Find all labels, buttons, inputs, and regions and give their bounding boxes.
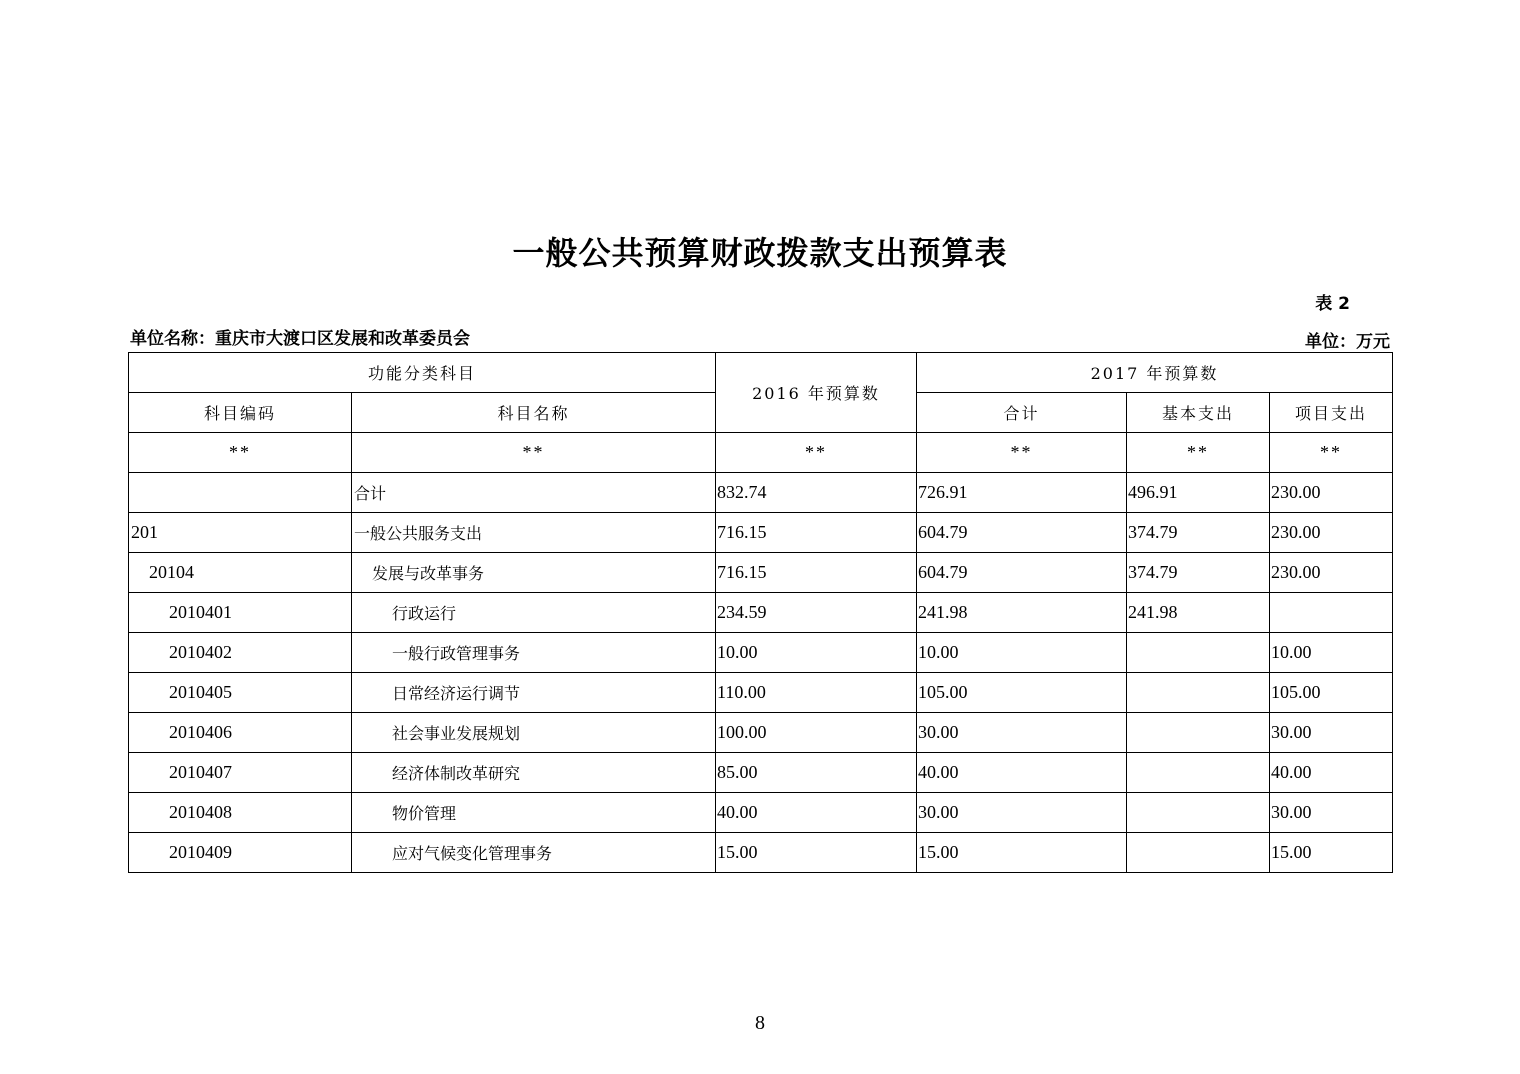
row-budget-2016: 716.15 xyxy=(716,553,917,593)
row-budget-2016: 110.00 xyxy=(716,673,917,713)
row-project-2017: 30.00 xyxy=(1270,793,1393,833)
row-budget-2016: 234.59 xyxy=(716,593,917,633)
currency-unit: 单位：万元 xyxy=(1305,332,1390,352)
row-code: 2010402 xyxy=(129,633,352,673)
row-code: 2010407 xyxy=(129,753,352,793)
row-name: 物价管理 xyxy=(352,793,716,833)
table-row xyxy=(129,673,1393,713)
row-project-2017 xyxy=(1270,593,1393,633)
row-name: 发展与改革事务 xyxy=(352,553,716,593)
marker-row xyxy=(129,433,1393,473)
row-project-2017: 15.00 xyxy=(1270,833,1393,873)
marker-cell: ** xyxy=(1270,433,1393,473)
header-budget-2016: 2016 年预算数 xyxy=(716,353,917,433)
row-basic-2017: 374.79 xyxy=(1127,553,1270,593)
row-basic-2017 xyxy=(1127,713,1270,753)
table-row xyxy=(129,473,1393,513)
row-total-2017: 604.79 xyxy=(917,553,1127,593)
row-name: 社会事业发展规划 xyxy=(352,713,716,753)
row-name: 一般行政管理事务 xyxy=(352,633,716,673)
row-total-2017: 30.00 xyxy=(917,793,1127,833)
row-total-2017: 241.98 xyxy=(917,593,1127,633)
row-project-2017: 10.00 xyxy=(1270,633,1393,673)
marker-cell: ** xyxy=(352,433,716,473)
budget-table xyxy=(128,352,1393,873)
row-budget-2016: 10.00 xyxy=(716,633,917,673)
row-total-2017: 604.79 xyxy=(917,513,1127,553)
row-code: 2010409 xyxy=(129,833,352,873)
row-budget-2016: 40.00 xyxy=(716,793,917,833)
row-name: 行政运行 xyxy=(352,593,716,633)
row-basic-2017: 496.91 xyxy=(1127,473,1270,513)
row-code: 2010401 xyxy=(129,593,352,633)
document-title: 一般公共预算财政拨款支出预算表 xyxy=(512,234,1008,272)
table-row xyxy=(129,793,1393,833)
row-total-2017: 40.00 xyxy=(917,753,1127,793)
row-name: 应对气候变化管理事务 xyxy=(352,833,716,873)
table-row xyxy=(129,553,1393,593)
header-total: 合计 xyxy=(917,393,1127,433)
row-basic-2017 xyxy=(1127,753,1270,793)
table-row xyxy=(129,513,1393,553)
unit-name: 单位名称：重庆市大渡口区发展和改革委员会 xyxy=(130,329,470,349)
table-row xyxy=(129,593,1393,633)
row-name: 日常经济运行调节 xyxy=(352,673,716,713)
row-basic-2017 xyxy=(1127,633,1270,673)
header-name: 科目名称 xyxy=(352,393,716,433)
table-row xyxy=(129,753,1393,793)
row-project-2017: 105.00 xyxy=(1270,673,1393,713)
header-budget-2017: 2017 年预算数 xyxy=(917,353,1393,393)
row-name: 合计 xyxy=(352,473,716,513)
table-row xyxy=(129,633,1393,673)
row-code: 2010406 xyxy=(129,713,352,753)
row-basic-2017: 241.98 xyxy=(1127,593,1270,633)
row-project-2017: 230.00 xyxy=(1270,553,1393,593)
table-number: 表 2 xyxy=(1315,294,1350,314)
row-code: 20104 xyxy=(129,553,352,593)
row-code: 2010405 xyxy=(129,673,352,713)
row-project-2017: 40.00 xyxy=(1270,753,1393,793)
row-code xyxy=(129,473,352,513)
row-total-2017: 30.00 xyxy=(917,713,1127,753)
row-budget-2016: 100.00 xyxy=(716,713,917,753)
table-row xyxy=(129,713,1393,753)
row-code: 201 xyxy=(129,513,352,553)
row-total-2017: 15.00 xyxy=(917,833,1127,873)
row-budget-2016: 15.00 xyxy=(716,833,917,873)
marker-cell: ** xyxy=(917,433,1127,473)
row-project-2017: 30.00 xyxy=(1270,713,1393,753)
row-budget-2016: 85.00 xyxy=(716,753,917,793)
marker-cell: ** xyxy=(1127,433,1270,473)
header-row-1 xyxy=(129,353,1393,393)
row-basic-2017 xyxy=(1127,673,1270,713)
page-number: 8 xyxy=(755,1012,765,1034)
row-total-2017: 105.00 xyxy=(917,673,1127,713)
row-name: 经济体制改革研究 xyxy=(352,753,716,793)
row-project-2017: 230.00 xyxy=(1270,473,1393,513)
row-basic-2017 xyxy=(1127,833,1270,873)
marker-cell: ** xyxy=(129,433,352,473)
header-code: 科目编码 xyxy=(129,393,352,433)
marker-cell: ** xyxy=(716,433,917,473)
table-row xyxy=(129,833,1393,873)
row-total-2017: 10.00 xyxy=(917,633,1127,673)
row-budget-2016: 832.74 xyxy=(716,473,917,513)
row-project-2017: 230.00 xyxy=(1270,513,1393,553)
row-name: 一般公共服务支出 xyxy=(352,513,716,553)
header-basic: 基本支出 xyxy=(1127,393,1270,433)
row-basic-2017: 374.79 xyxy=(1127,513,1270,553)
row-code: 2010408 xyxy=(129,793,352,833)
header-func-class: 功能分类科目 xyxy=(129,353,716,393)
row-total-2017: 726.91 xyxy=(917,473,1127,513)
row-budget-2016: 716.15 xyxy=(716,513,917,553)
header-project: 项目支出 xyxy=(1270,393,1393,433)
row-basic-2017 xyxy=(1127,793,1270,833)
